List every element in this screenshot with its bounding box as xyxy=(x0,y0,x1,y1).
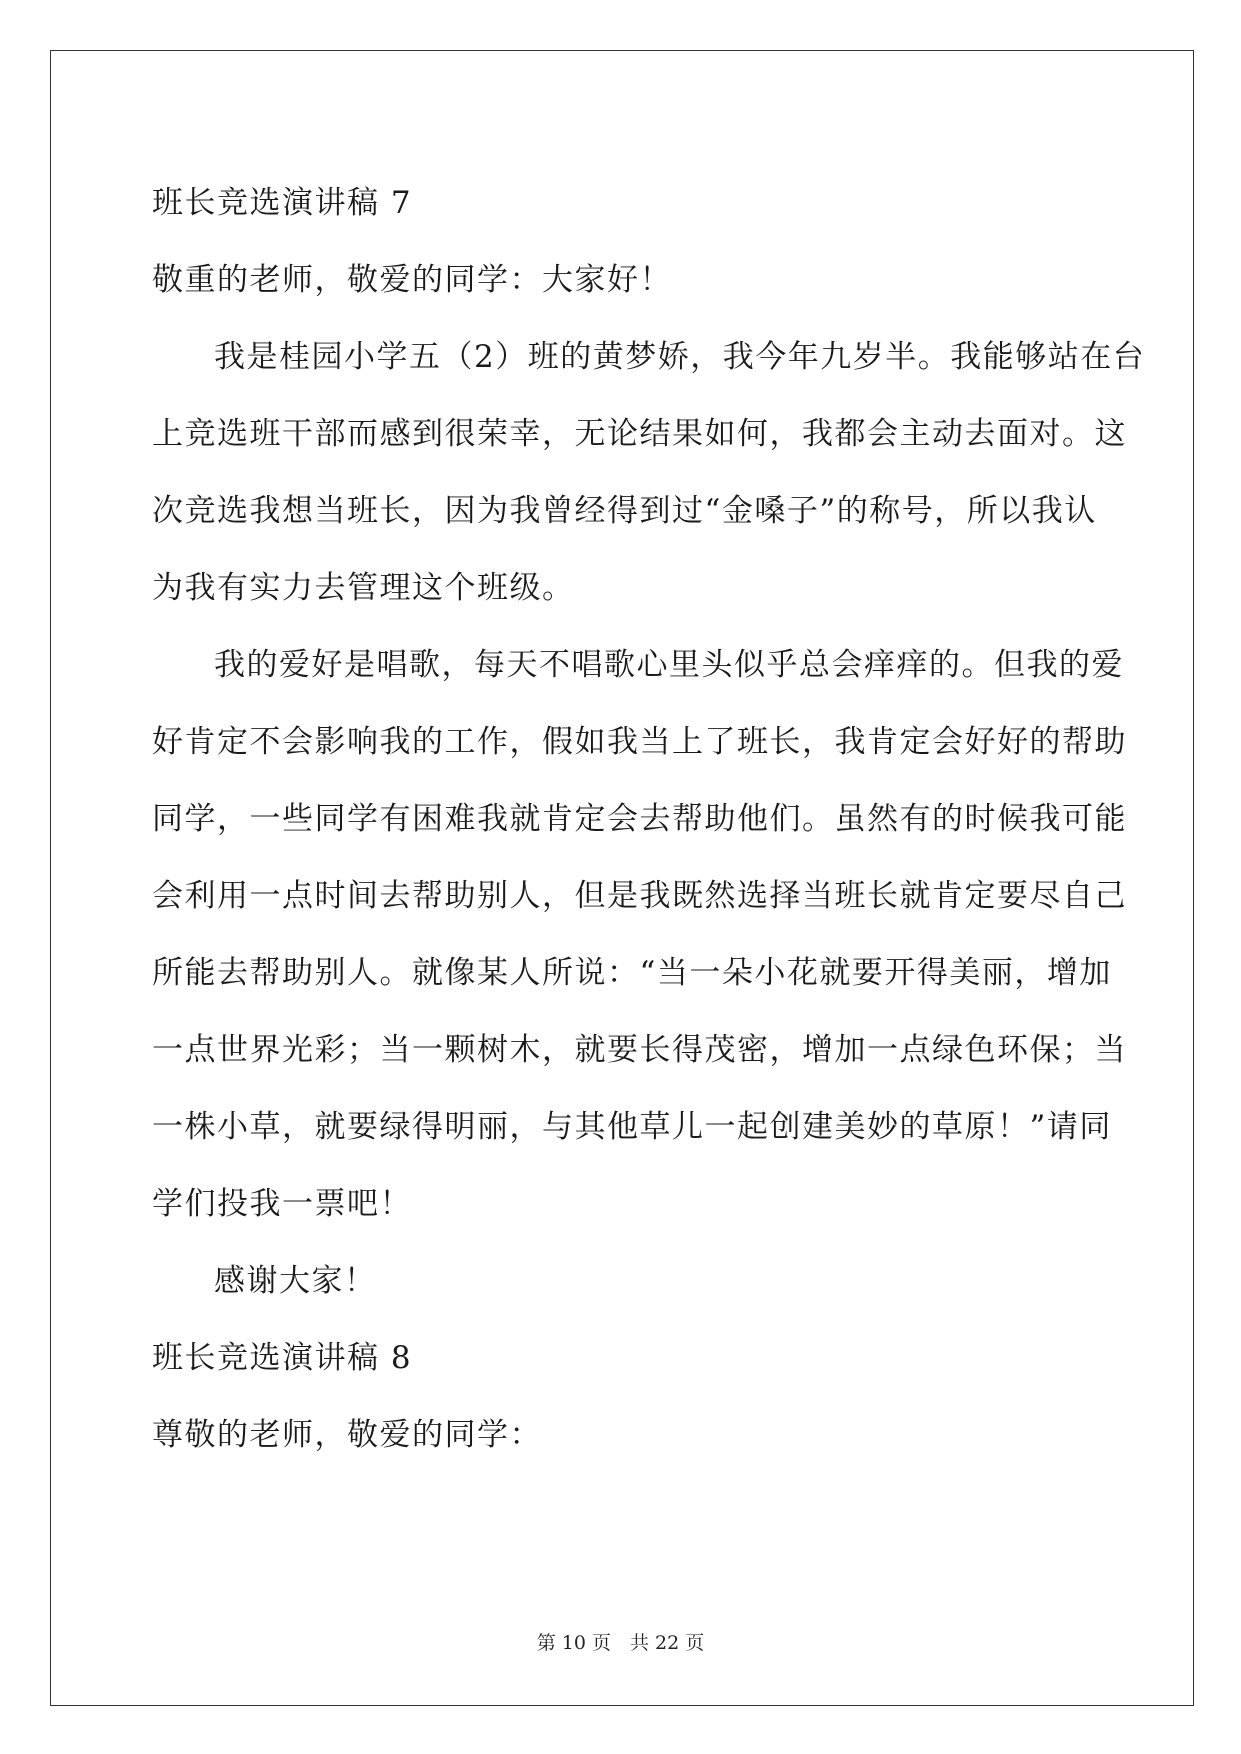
paragraph-line: 次竞选我想当班长，因为我曾经得到过“金嗓子”的称号，所以我认 xyxy=(152,493,1097,529)
paragraph-1 xyxy=(152,319,1146,627)
paragraph-line: 上竞选班干部而感到很荣幸，无论结果如何，我都会主动去面对。这 xyxy=(152,416,1127,452)
section-heading-8: 班长竞选演讲稿 8 xyxy=(152,1340,413,1376)
paragraph-line: 我是桂园小学五（2）班的黄梦娇，我今年九岁半。我能够站在台 xyxy=(214,339,1146,375)
paragraph-line: 一点世界光彩；当一颗树木，就要长得茂密，增加一点绿色环保；当 xyxy=(152,1032,1127,1068)
paragraph-line: 同学，一些同学有困难我就肯定会去帮助他们。虽然有的时候我可能 xyxy=(152,801,1127,837)
page-number-footer: 第 10 页 共 22 页 xyxy=(536,1632,705,1654)
section-heading-7: 班长竞选演讲稿 7 xyxy=(152,185,413,221)
document-body xyxy=(152,165,1146,1474)
salutation-1: 敬重的老师，敬爱的同学：大家好！ xyxy=(152,262,672,298)
paragraph-line: 学们投我一票吧！ xyxy=(152,1186,412,1222)
paragraph-line: 为我有实力去管理这个班级。 xyxy=(152,570,575,606)
paragraph-line: 所能去帮助别人。就像某人所说：“当一朵小花就要开得美丽，增加 xyxy=(152,955,1112,991)
salutation-2: 尊敬的老师，敬爱的同学： xyxy=(152,1417,542,1453)
paragraph-3 xyxy=(152,1243,1092,1320)
paragraph-line: 一株小草，就要绿得明丽，与其他草儿一起创建美妙的草原！”请同 xyxy=(152,1109,1112,1145)
paragraph-line: 会利用一点时间去帮助别人，但是我既然选择当班长就肯定要尽自己 xyxy=(152,878,1127,914)
paragraph-line: 感谢大家！ xyxy=(214,1263,377,1299)
paragraph-line: 好肯定不会影响我的工作，假如我当上了班长，我肯定会好好的帮助 xyxy=(152,724,1127,760)
paragraph-2 xyxy=(152,627,1127,1243)
paragraph-line: 我的爱好是唱歌，每天不唱歌心里头似乎总会痒痒的。但我的爱 xyxy=(214,647,1124,683)
